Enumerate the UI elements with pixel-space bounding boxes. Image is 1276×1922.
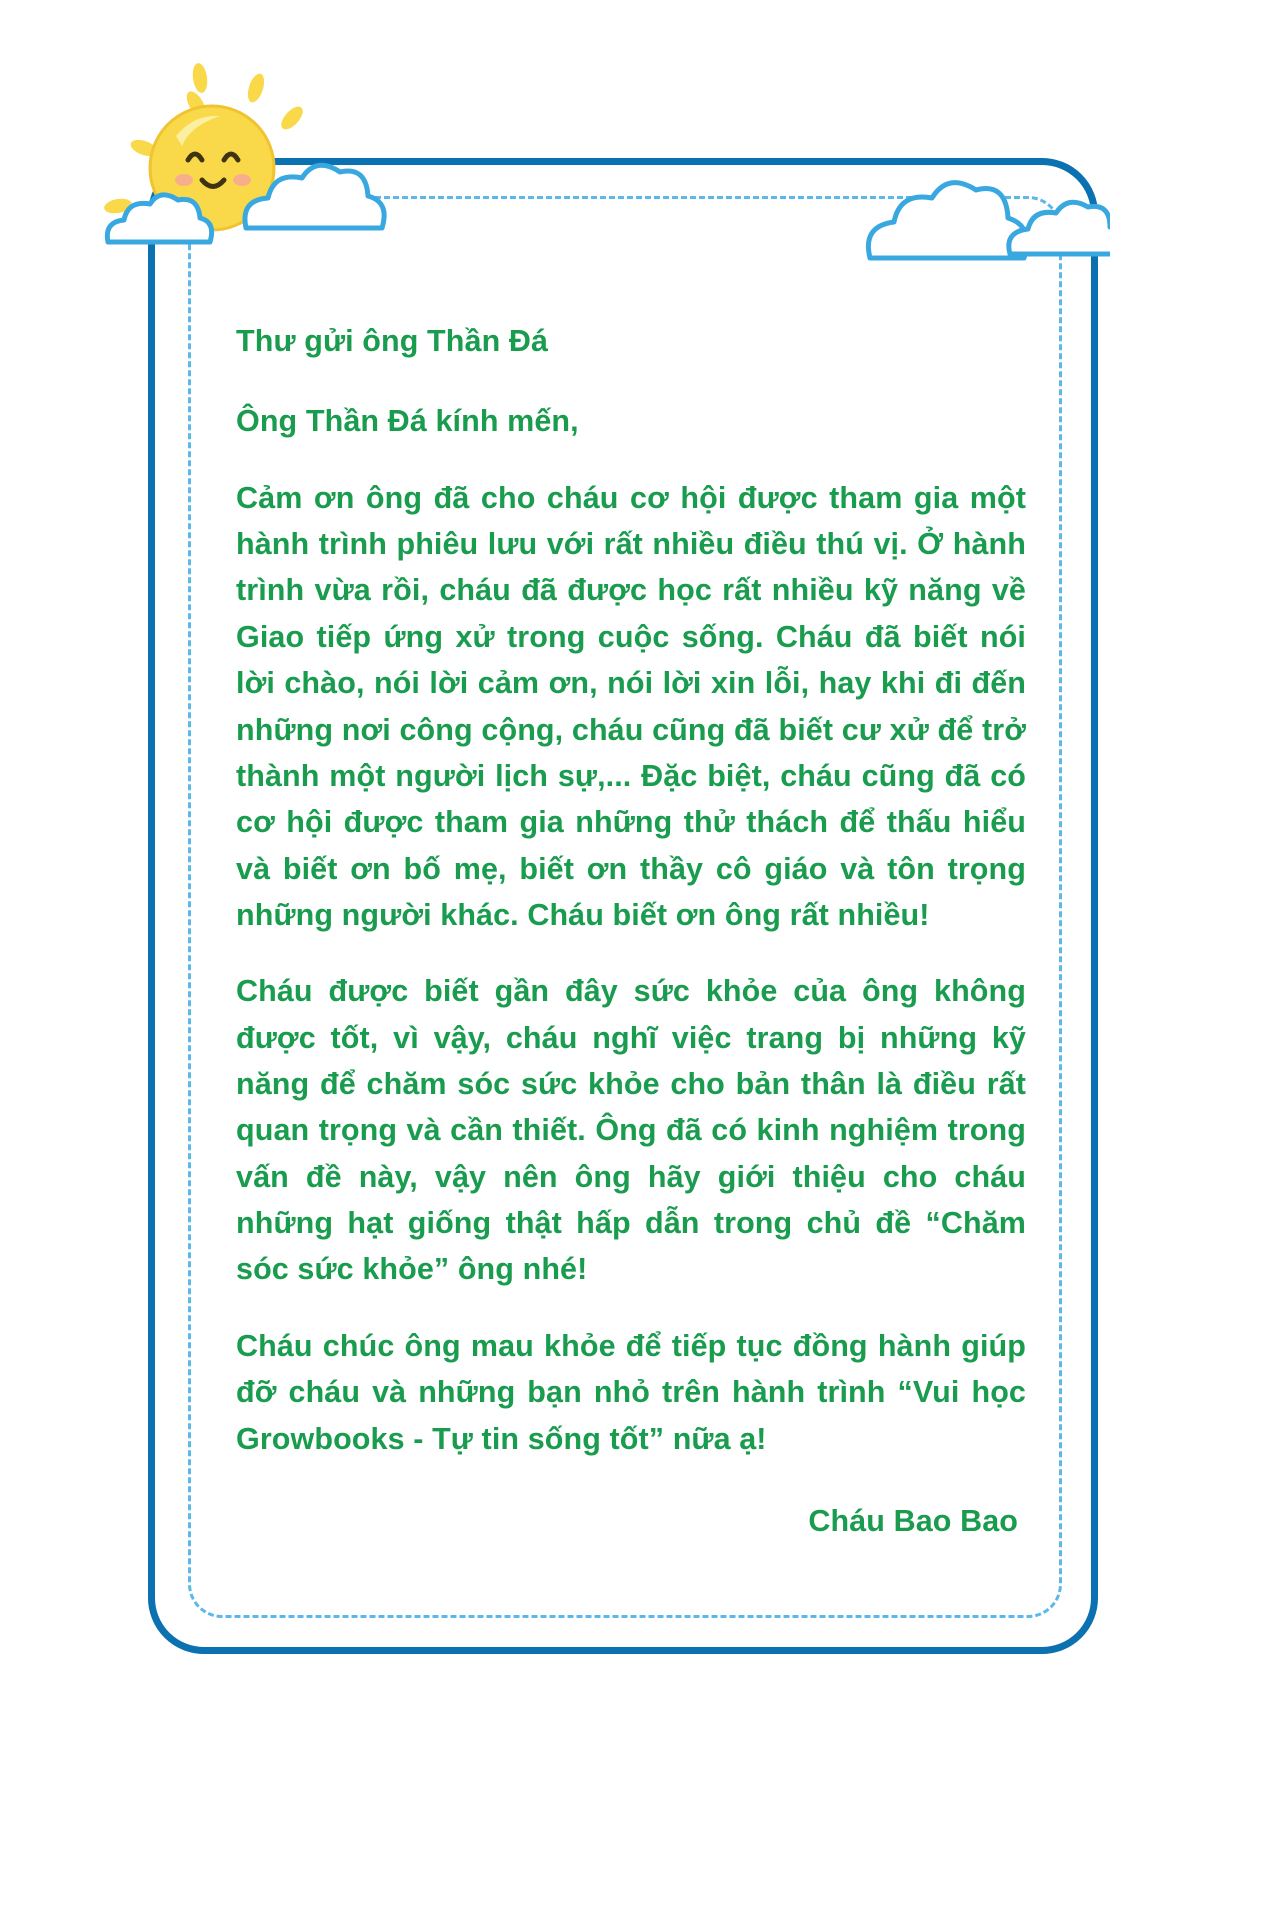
letter-paragraph-2: Cháu được biết gần đây sức khỏe của ông không được tốt, vì vậy, cháu nghĩ việc trang bị những kỹ năng để chăm sóc sức khỏe cho bản thân là điều rất quan trọng và cần thiết. Ông đã có kinh nghiệm trong vấn đề này, vậy nên ông hãy giới thiệu cho cháu những hạt giống thật hấp dẫn trong chủ đề “Chăm sóc sức khỏe” ông nhé! <box>236 974 1026 1287</box>
letter-body <box>236 318 1026 1544</box>
letter-paragraph-3: Cháu chúc ông mau khỏe để tiếp tục đồng hành giúp đỡ cháu và những bạn nhỏ trên hành trình “Vui học Growbooks - Tự tin sống tốt” nữa ạ! <box>236 1328 1026 1456</box>
letter-title: Thư gửi ông Thần Đá <box>236 324 549 358</box>
sun-cloud-decoration <box>96 56 426 286</box>
letter-salutation: Ông Thần Đá kính mến, <box>236 404 579 439</box>
cloud-decoration-right <box>860 150 1110 280</box>
letter-signature: Cháu Bao Bao <box>808 1503 1018 1538</box>
letter-paragraph-1: Cảm ơn ông đã cho cháu cơ hội được tham gia một hành trình phiêu lưu với rất nhiều điều thú vị. Ở hành trình vừa rồi, cháu đã được học rất nhiều kỹ năng về Giao tiếp ứng xử trong cuộc sống. Cháu đã biết nói lời chào, nói lời cảm ơn, nói lời xin lỗi, hay khi đi đến những nơi công cộng, cháu cũng đã biết cư xử để trở thành một người lịch sự,... Đặc biệt, cháu cũng đã có cơ hội được tham gia những thử thách để thấu hiểu và biết ơn bố mẹ, biết ơn thầy cô giáo và tôn trọng những người khác. Cháu biết ơn ông rất nhiều! <box>236 480 1026 932</box>
